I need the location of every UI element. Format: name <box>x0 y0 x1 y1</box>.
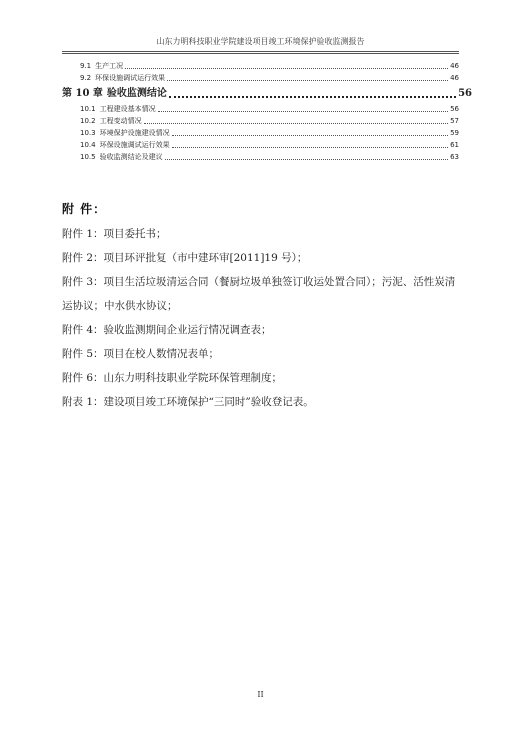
toc-number: 10.3 <box>80 129 96 137</box>
toc-number: 9.1 <box>80 62 92 70</box>
appendix-item: 附件 3：项目生活垃圾清运合同（餐厨垃圾单独签订收运处置合同）；污泥、活性炭清运协议；中水供水协议； <box>62 276 456 312</box>
toc-number: 10.5 <box>80 153 96 161</box>
toc-page: 46 <box>450 74 459 82</box>
toc-page: 61 <box>450 141 459 149</box>
toc-number: 第 10 章 <box>62 88 103 99</box>
toc-title: 工程建设基本情况 <box>99 105 156 113</box>
toc-title: 验收监测结论 <box>106 88 167 99</box>
toc-leader <box>158 111 448 112</box>
toc-page: 56 <box>458 88 472 99</box>
toc-number: 10.4 <box>80 141 96 149</box>
toc-entry[interactable] <box>62 103 459 115</box>
toc-leader <box>169 96 456 98</box>
toc-title: 环保设施调试运行效果 <box>95 74 166 82</box>
toc-page: 57 <box>450 117 459 125</box>
toc-entry[interactable] <box>62 115 459 127</box>
appendix-heading: 附 件： <box>62 202 107 216</box>
toc-page: 63 <box>450 153 459 161</box>
toc-page: 59 <box>450 129 459 137</box>
appendix-item: 附件 2：项目环评批复（市中建环审[2011]19 号）； <box>62 252 308 264</box>
toc-title: 验收监测结论及建议 <box>99 153 163 161</box>
toc-entry[interactable] <box>62 60 459 72</box>
toc-number: 10.1 <box>80 105 96 113</box>
toc-entry[interactable] <box>62 139 459 151</box>
toc-leader <box>167 80 448 81</box>
toc-page: 56 <box>450 105 459 113</box>
table-of-contents <box>62 60 472 163</box>
toc-entry[interactable] <box>62 127 459 139</box>
toc-page: 46 <box>450 62 459 70</box>
appendix-item: 附件 6：山东力明科技职业学院环保管理制度； <box>62 372 283 384</box>
toc-leader <box>125 68 448 69</box>
appendix-item: 附件 4：验收监测期间企业运行情况调查表； <box>62 324 272 336</box>
appendix-item: 附表 1：建设项目竣工环境保护“三同时”验收登记表。 <box>62 396 314 408</box>
toc-title: 生产工况 <box>95 62 124 70</box>
toc-title: 环境保护设施建设情况 <box>99 129 170 137</box>
appendix-item: 附件 1：项目委托书； <box>62 228 167 240</box>
toc-leader <box>144 123 448 124</box>
toc-entry[interactable] <box>62 72 459 84</box>
toc-leader <box>172 135 448 136</box>
page-number: II <box>257 690 264 699</box>
toc-entry[interactable] <box>62 151 459 163</box>
toc-leader <box>165 159 448 160</box>
appendix-list <box>62 222 462 414</box>
toc-title: 工程变动情况 <box>99 117 142 125</box>
toc-chapter-entry[interactable] <box>62 86 472 102</box>
toc-leader <box>172 147 448 148</box>
toc-number: 10.2 <box>80 117 96 125</box>
page-header: 山东力明科技职业学院建设项目竣工环境保护验收监测报告 <box>62 36 459 52</box>
toc-title: 环保设施调试运行效果 <box>99 141 170 149</box>
appendix-item: 附件 5：项目在校人数情况表单； <box>62 348 220 360</box>
toc-number: 9.2 <box>80 74 92 82</box>
